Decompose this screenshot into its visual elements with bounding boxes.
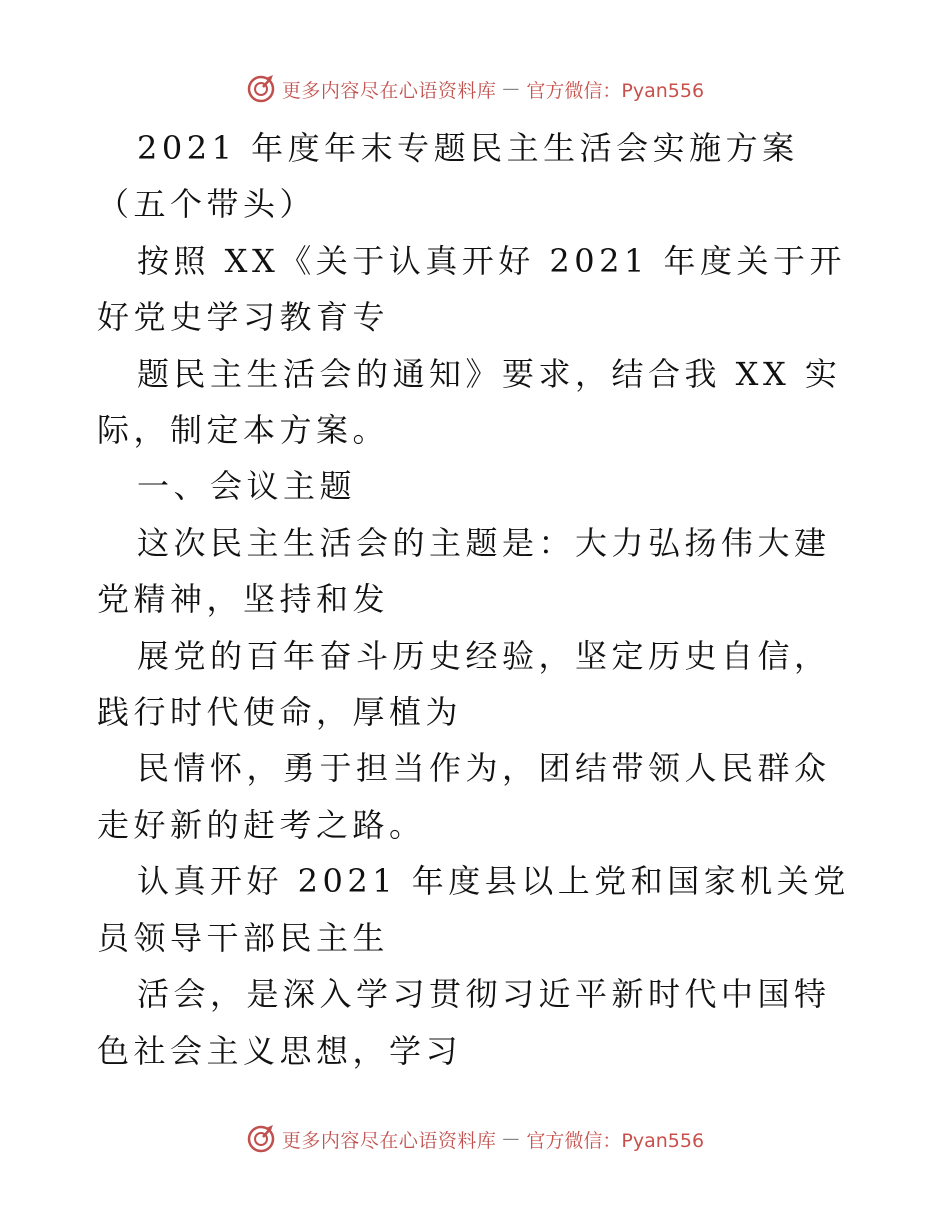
pen-logo-icon bbox=[246, 74, 276, 104]
footer-watermark bbox=[0, 1124, 950, 1154]
watermark-contact: 官方微信：Pyan556 bbox=[526, 1129, 705, 1152]
paragraph: 这次民主生活会的主题是：大力弘扬伟大建党精神，坚持和发 bbox=[97, 523, 831, 619]
paragraph: 展党的百年奋斗历史经验，坚定历史自信，践行时代使命，厚植为 bbox=[97, 636, 831, 732]
pen-logo-icon bbox=[246, 1124, 276, 1154]
watermark-separator: — bbox=[502, 1129, 521, 1149]
paragraph: 活会，是深入学习贯彻习近平新时代中国特色社会主义思想，学习 bbox=[97, 975, 831, 1070]
section-heading: 一、会议主题 bbox=[137, 467, 357, 506]
paragraph: 认真开好 2021 年度县以上党和国家机关党员领导干部民主生 bbox=[97, 862, 850, 957]
paragraph: 题民主生活会的通知》要求，结合我 XX 实际，制定本方案。 bbox=[97, 354, 842, 450]
watermark-separator: — bbox=[502, 79, 521, 99]
watermark-text: 更多内容尽在心语资料库 bbox=[281, 1129, 497, 1152]
watermark-contact: 官方微信：Pyan556 bbox=[526, 79, 705, 102]
watermark-text: 更多内容尽在心语资料库 bbox=[281, 79, 497, 102]
header-watermark bbox=[0, 74, 950, 104]
paragraph: 民情怀，勇于担当作为，团结带领人民群众走好新的赶考之路。 bbox=[97, 749, 831, 844]
document-body bbox=[97, 120, 857, 1079]
paragraph: 按照 XX《关于认真开好 2021 年度关于开好党史学习教育专 bbox=[97, 241, 847, 337]
document-title: 2021 年度年末专题民主生活会实施方案（五个带头） bbox=[97, 129, 799, 224]
